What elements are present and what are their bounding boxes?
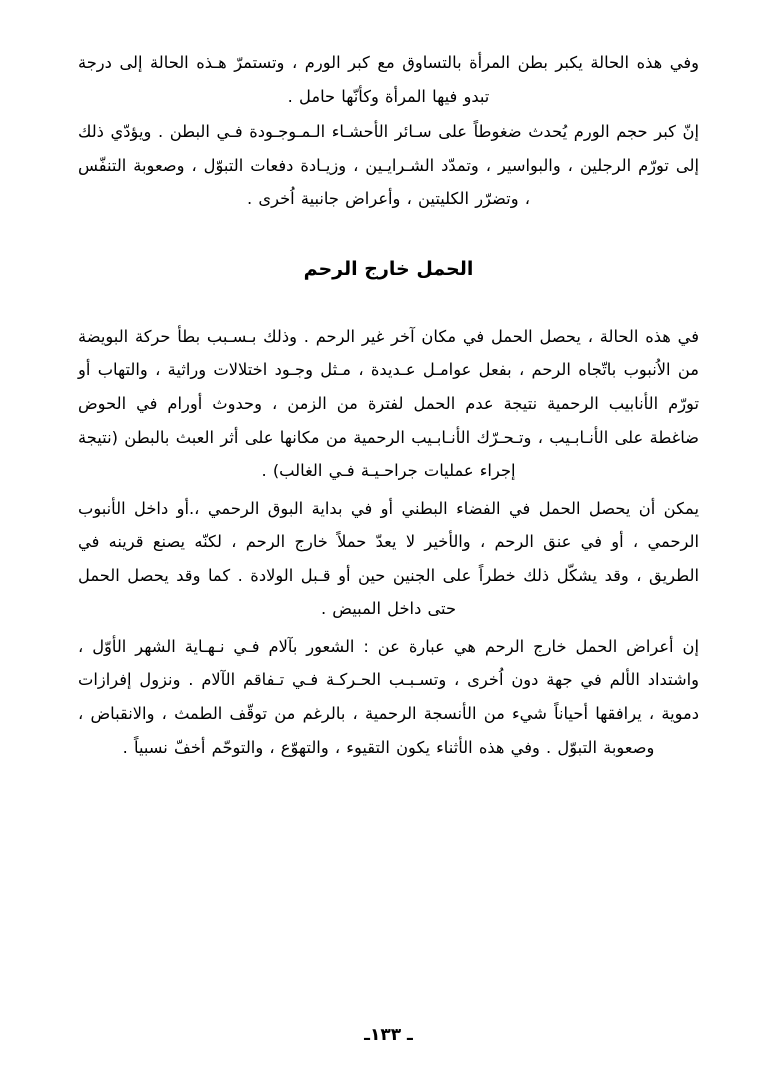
section-heading: الحمل خارج الرحم <box>303 257 474 280</box>
paragraph-3: في هذه الحالة ، يحصل الحمل في مكان آخر غير الرحم . وذلك بـسـبب بطأ حركة البويضة من الاُنبوب باتّجاه الرحم ، بفعل عوامـل عـديدة ، مـثل وجـود اختلالات وراثية ، والتهاب أو تورّم الأنابيب الرحمية نتيجة عدم الحمل لفترة من الزمن ، وحدوث أورام في الحوض ضاغطة على الأنـابـيب ، وتـحـرّك الأنـابـيب الرحمية من مكانها على أثر العبث بالبطن (نتيجة إجراء عمليات جراحـيـة فـي الغالب) . <box>78 326 699 481</box>
paragraph-5: إن أعراض الحمل خارج الرحم هي عبارة عن : الشعور بآلام فـي نـهـاية الشهر الأوّل ، واشتداد الألم في جهة دون اُخرى ، وتسـبـب الحـركـة فـي تـفاقم الآلام . ونزول إفرازات دموية ، يرافقها أحياناً شيء من الأنسجة الرحمية ، بالرغم من توقّف الطمث ، والانقباض ، وصعوبة التبوّل . وفي هذه الأثناء يكون التقيوء ، والتهوّع ، والتوحّم أخفّ نسبياً . <box>78 636 699 757</box>
paragraph-2: إنّ كبر حجم الورم يُحدث ضغوطاً على سـائر الأحشـاء الـمـوجـودة فـي البطن . ويؤدّي ذلك إلى تورّم الرجلين ، والبواسير ، وتمدّد الشـرايـين ، وزيـادة دفعات التبوّل ، وصعوبة التنفّس ، وتضرّر الكليتين ، وأعراض جانبية اُخرى . <box>78 122 699 209</box>
page-number: ـ ١٣٣ـ <box>364 1025 413 1045</box>
paragraph-4: يمكن أن يحصل الحمل في الفضاء البطني أو في بداية البوق الرحمي ،.أو داخل الأنبوب الرحمي ، أو في عنق الرحم ، والأخير لا يعدّ حملاً خارج الرحم ، لكنّه يصنع قرينه في الطريق ، وقد يشكّل ذلك خطراً على الجنين حين أو قـبل الولادة . كما وقد يحصل الحمل حتى داخل المبيض . <box>78 498 699 619</box>
paragraph-1: وفي هذه الحالة يكبر بطن المرأة بالتساوق مع كبر الورم ، وتستمرّ هـذه الحالة إلى درجة تبدو فيها المرأة وكأنّها حامل . <box>78 53 699 106</box>
